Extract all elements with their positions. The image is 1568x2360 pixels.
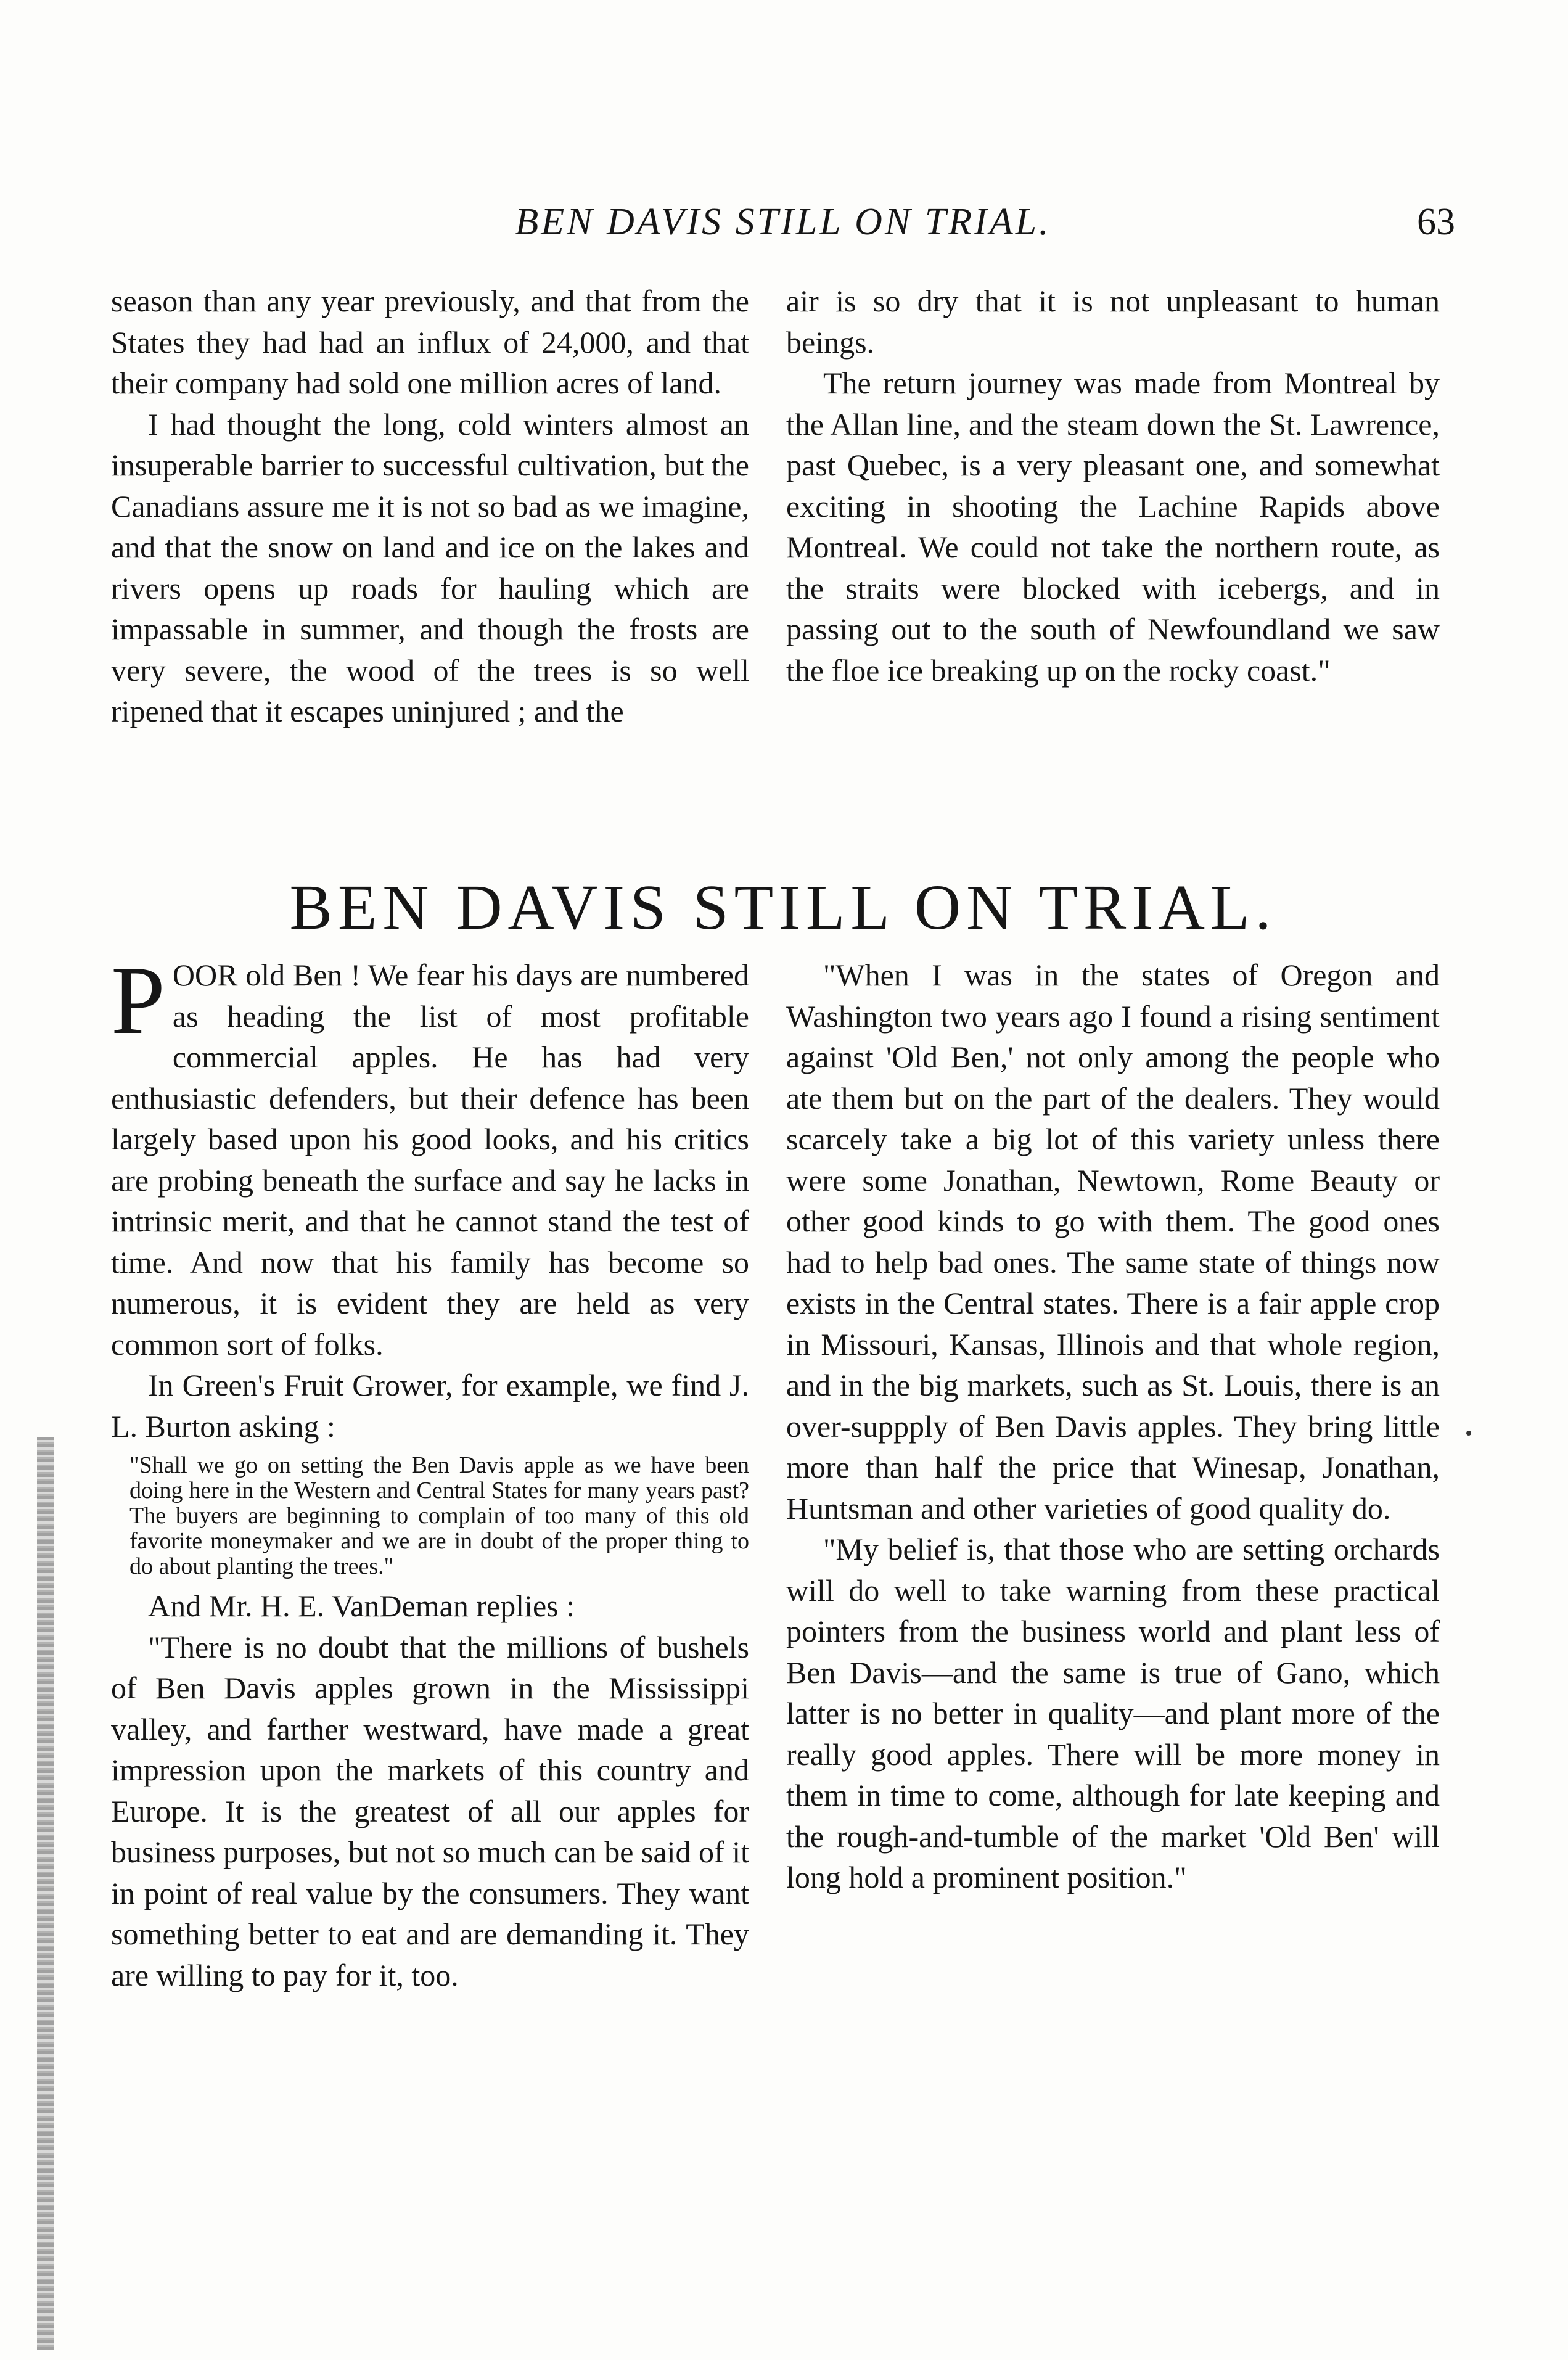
paragraph: I had thought the long, cold winters almost an insuperable barrier to successful cultivation, but the Canadians assure me it is not so bad as we imagine, and that the snow on land and ice on the lakes and rivers opens up roads for hauling which are impassable in summer, and though the frosts are very severe, the wood of the trees is so well ripened that it escapes uninjured ; and the (111, 406, 749, 728)
paragraph: air is so dry that it is not unpleasant to human beings. (786, 284, 1440, 360)
block-quote: "Shall we go on setting the Ben Davis apple as we have been doing here in the Western and Central States for many years past? The buyers are beginning to complain of too many of this old favorite moneymaker and we are in doubt of the proper thing to do about planting the trees." (129, 1452, 749, 1579)
binding-edge-shadow (37, 1437, 54, 2350)
article-title: BEN DAVIS STILL ON TRIAL. (289, 872, 1277, 943)
paragraph: "My belief is, that those who are setting orchards will do well to take warning from these practical pointers from the business world and plant less of Ben Davis—and the same is true of Gano, which latter is no better in quality—and plant more of the really good apples. There will be more money in them in time to come, although for late keeping and the rough-and-tumble of the market 'Old Ben' will long hold a prominent position." (786, 1532, 1440, 1894)
drop-cap: P (111, 947, 165, 1055)
running-head-title: BEN DAVIS STILL ON TRIAL. (515, 201, 1051, 243)
paragraph: And Mr. H. E. VanDeman replies : (148, 1589, 575, 1623)
opening-paragraph-text: OOR old Ben ! We fear his days are numbered as heading the list of most profitable commercial apples. He has had very enthusiastic defenders, but their defence has been largely based upon his good looks, and his critics are probing beneath the surface and say he lacks in intrinsic merit, and that he cannot stand the test of time. And now that his family has become so numerous, it is evident they are held as very common sort of folks. (111, 958, 749, 1362)
opening-paragraph (111, 947, 749, 1365)
paragraph: The return journey was made from Montreal by the Allan line, and the steam down the St. Lawrence, past Quebec, is a very pleasant one, and somewhat exciting in shooting the Lachine Rapids above Montreal. We could not take the northern route, as the straits were blocked with icebergs, and in passing out to the south of Newfoundland we saw the floe ice breaking up on the rocky coast." (786, 366, 1440, 688)
running-head (111, 200, 1455, 256)
article-right-column (786, 955, 1440, 1898)
previous-article-left-column (111, 281, 749, 732)
article-left-column (111, 947, 749, 1996)
paragraph: In Green's Fruit Grower, for example, we find J. L. Burton asking : (111, 1368, 749, 1444)
ink-speck (1466, 1431, 1471, 1436)
paragraph: "When I was in the states of Oregon and Washington two years ago I found a rising sentiment against 'Old Ben,' not only among the people who ate them but on the part of the dealers. They would scarcely take a big lot of this variety unless there were some Jonathan, Newtown, Rome Beauty or other good kinds to go with them. The good ones had to help bad ones. The same state of things now exists in the Central states. There is a fair apple crop in Missouri, Kansas, Illinois and that whole region, and in the big markets, such as St. Louis, there is an over-suppply of Ben Davis apples. They bring little more than half the price that Winesap, Jonathan, Huntsman and other varieties of good quality do. (786, 958, 1440, 1526)
paragraph: season than any year previously, and that from the States they had had an influx of 24,000, and that their company had sold one million acres of land. (111, 284, 749, 400)
paragraph: "There is no doubt that the millions of bushels of Ben Davis apples grown in the Mississippi valley, and farther westward, have made a great impression upon the markets of this country and Europe. It is the greatest of all our apples for business purposes, but not so much can be said of it in point of real value by the consumers. They want something better to eat and are demanding it. They are willing to pay for it, too. (111, 1629, 749, 1992)
page-number: 63 (1417, 201, 1455, 243)
previous-article-right-column (786, 281, 1440, 691)
